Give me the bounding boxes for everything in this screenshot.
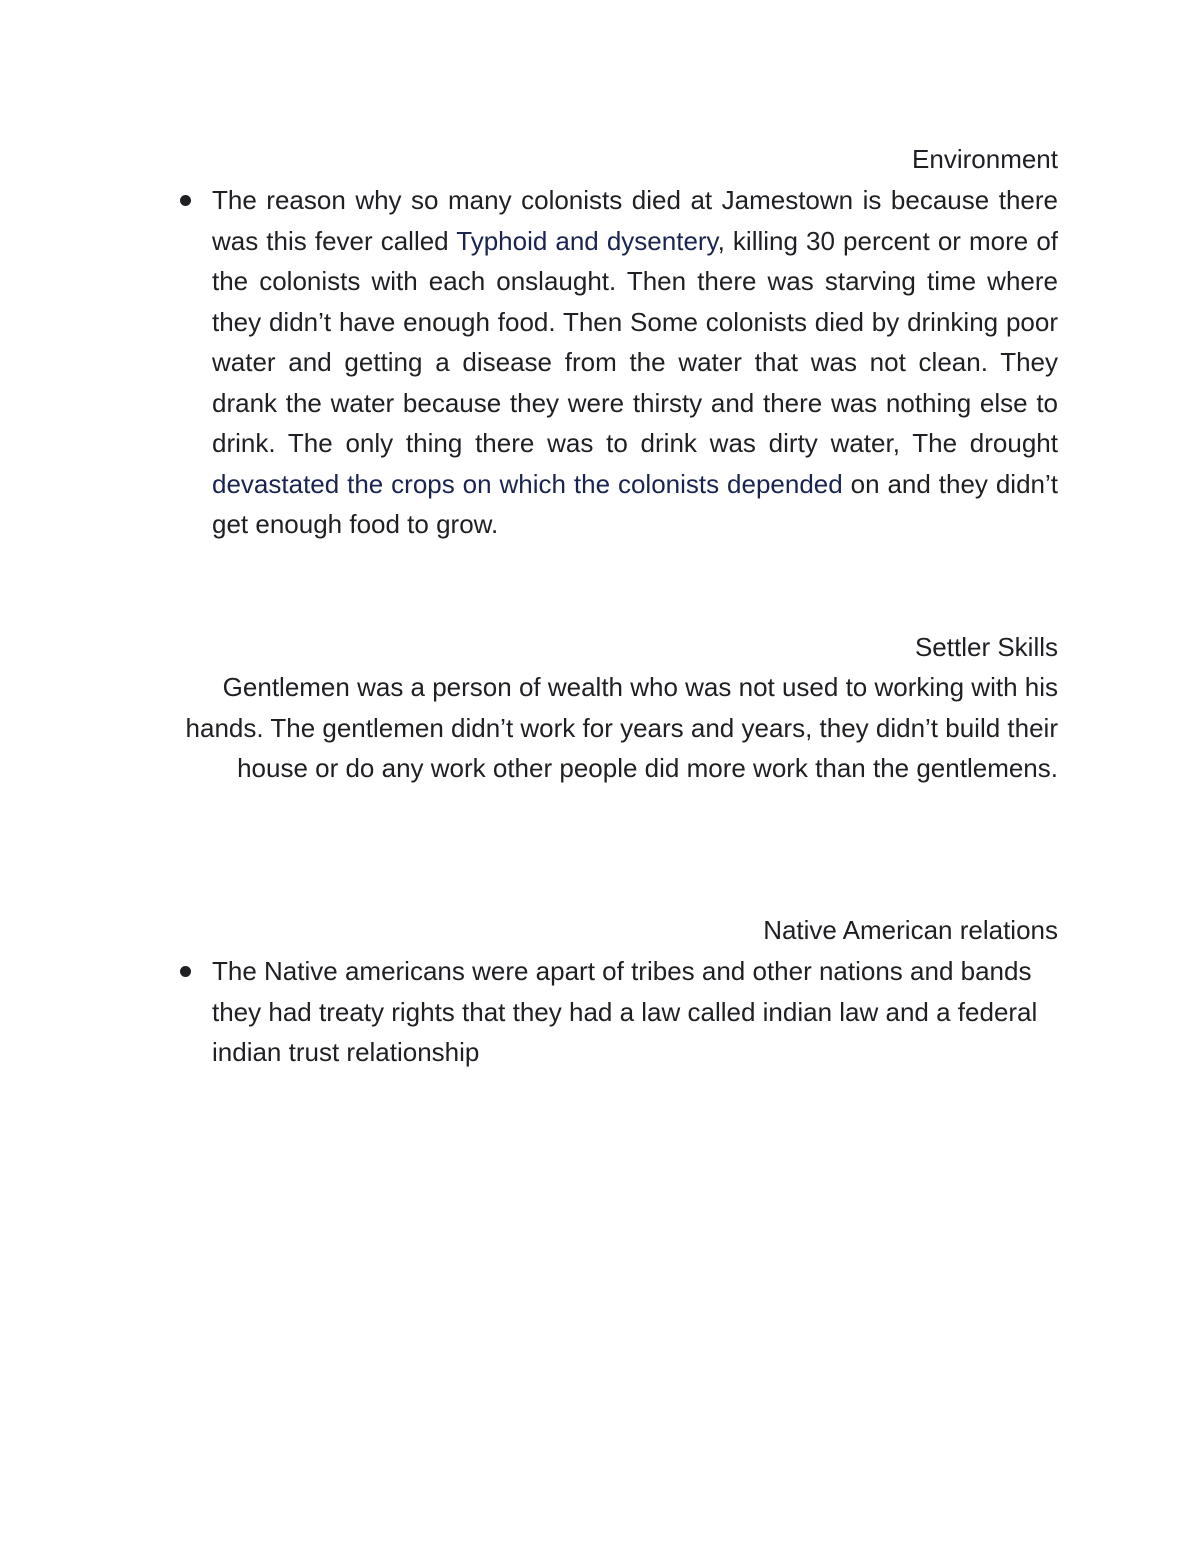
environment-bullet-item xyxy=(212,180,1058,545)
environment-heading: Environment xyxy=(912,144,1058,174)
settler-skills-heading: Settler Skills xyxy=(914,632,1058,662)
environment-highlight-disease: Typhoid and dysentery xyxy=(456,225,718,256)
bullet-dot-icon xyxy=(180,195,191,206)
settler-skills-paragraph: Gentlemen was a person of wealth who was not used to working with his hands. The gentlemen didn’t work for years and years, they didn’t build their house or do any work other people did more work than the gentlemens. xyxy=(185,672,1058,783)
native-relations-heading: Native American relations xyxy=(763,915,1058,945)
environment-highlight-crops: devastated the crops on which the colonists depended xyxy=(212,468,843,499)
native-relations-text: The Native americans were apart of tribes and other nations and bands they had treaty rights that they had a law called indian law and a federal indian trust relationship xyxy=(212,956,1038,1067)
environment-text-part2: , killing 30 percent or more of the colonists with each onslaught. Then there was starving time where they didn’t have enough food. Then Some colonists died by drinking poor water and getting a disease from the water that was not clean. They drank the water because they were thirsty and there was nothing else to drink. The only thing there was to drink was dirty water, The drought xyxy=(212,225,1058,458)
bullet-dot-icon xyxy=(180,966,191,977)
environment-text-part1: The reason why so many colonists died at Jamestown is because there was this fever called xyxy=(212,185,1058,256)
native-relations-bullet-item xyxy=(212,951,1058,1073)
environment-text-part3: on and they didn’t get enough food to grow. xyxy=(212,468,1058,539)
